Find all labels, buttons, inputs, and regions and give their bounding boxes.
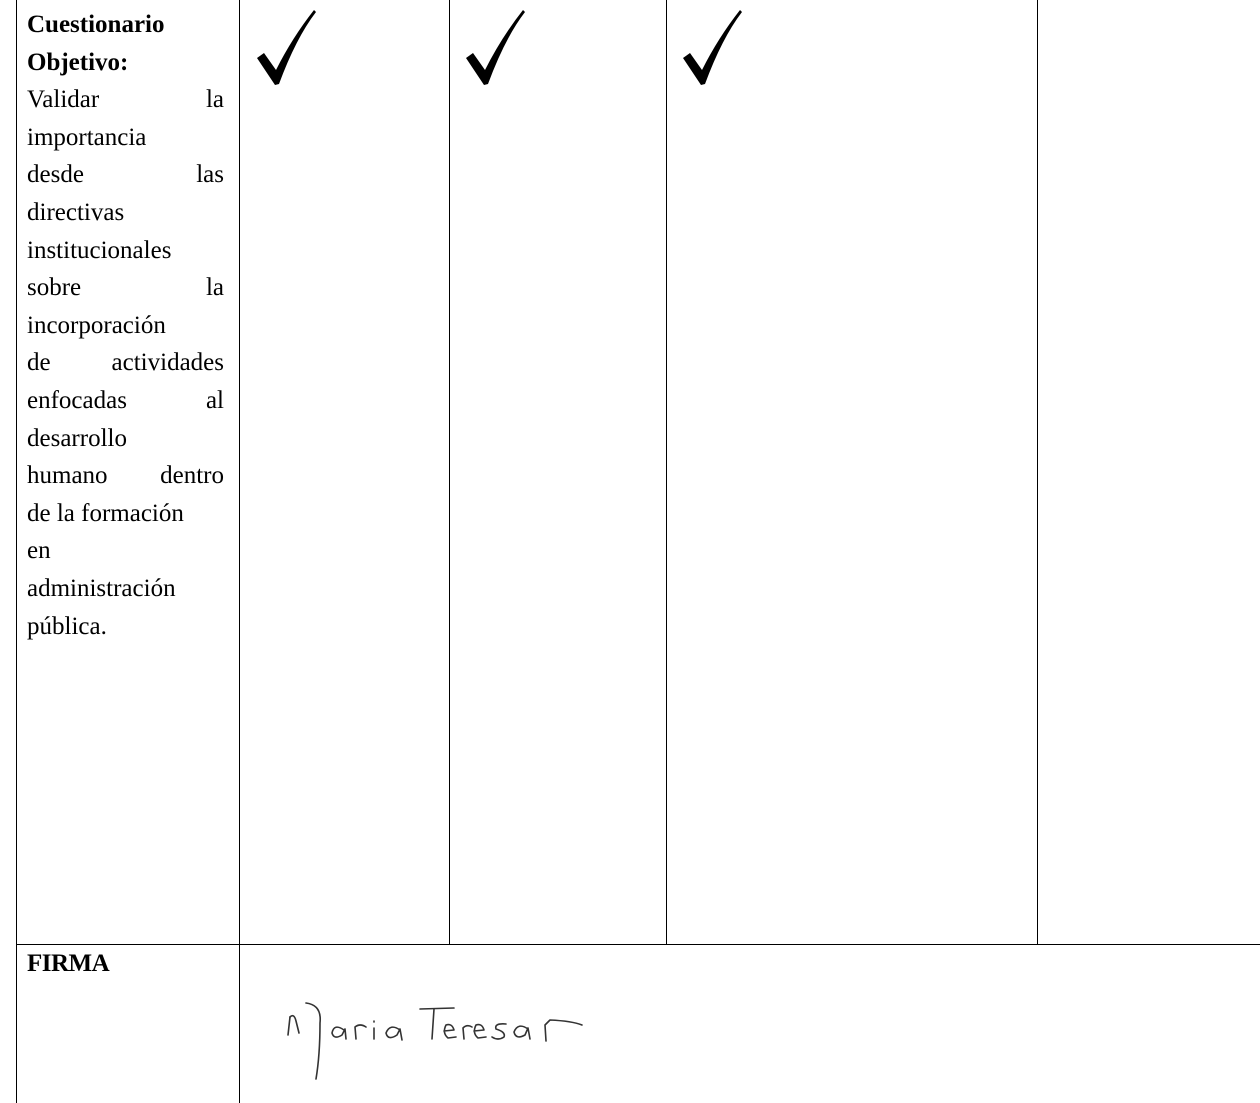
- handwritten-signature: [282, 995, 622, 1085]
- table-border-left: [16, 0, 17, 1103]
- objective-word: desde: [27, 161, 84, 189]
- objective-line: [27, 194, 224, 232]
- objective-line: [27, 420, 224, 458]
- objective-word: importancia: [27, 123, 147, 151]
- objective-line: [27, 608, 224, 646]
- objective-line: [27, 344, 224, 382]
- objective-word: la: [205, 274, 224, 302]
- objective-line: [27, 457, 224, 495]
- signature-label: FIRMA: [27, 950, 110, 977]
- row-divider: [16, 944, 1260, 945]
- column-divider-4: [1037, 0, 1038, 945]
- objective-line: [27, 532, 224, 570]
- objective-word: de: [27, 349, 51, 377]
- objective-line: [27, 156, 224, 194]
- objective-word: al: [205, 386, 224, 414]
- objective-word: actividades: [111, 349, 224, 377]
- objective-word: enfocadas: [27, 386, 127, 414]
- objective-word: Validar: [27, 86, 100, 114]
- objective-label: Objetivo:: [27, 48, 129, 76]
- objective-word: institucionales: [27, 236, 172, 264]
- check-icon: [465, 8, 525, 88]
- objective-word: de la formación: [27, 499, 184, 527]
- objective-word: pública.: [27, 612, 107, 640]
- objective-line: [27, 119, 224, 157]
- check-icon: [256, 8, 316, 88]
- objective-line: [27, 495, 224, 533]
- column-divider-2: [449, 0, 450, 945]
- question-cell: [27, 6, 224, 645]
- objective-line: [27, 81, 224, 119]
- column-divider-3: [666, 0, 667, 945]
- objective-line: [27, 382, 224, 420]
- objective-word: directivas: [27, 198, 125, 226]
- question-title: Cuestionario: [27, 11, 165, 38]
- objective-word: incorporación: [27, 311, 166, 339]
- column-divider-1: [239, 0, 240, 1103]
- objective-word: humano: [27, 462, 108, 490]
- objective-word: en: [27, 537, 51, 565]
- objective-line: [27, 570, 224, 608]
- objective-word: desarrollo: [27, 424, 127, 452]
- objective-line: [27, 269, 224, 307]
- objective-word: las: [196, 161, 224, 189]
- objective-line: [27, 307, 224, 345]
- objective-word: la: [205, 86, 224, 114]
- objective-line: [27, 232, 224, 270]
- objective-word: administración: [27, 574, 176, 602]
- check-icon: [682, 8, 742, 88]
- objective-word: dentro: [160, 462, 224, 490]
- objective-word: sobre: [27, 274, 82, 302]
